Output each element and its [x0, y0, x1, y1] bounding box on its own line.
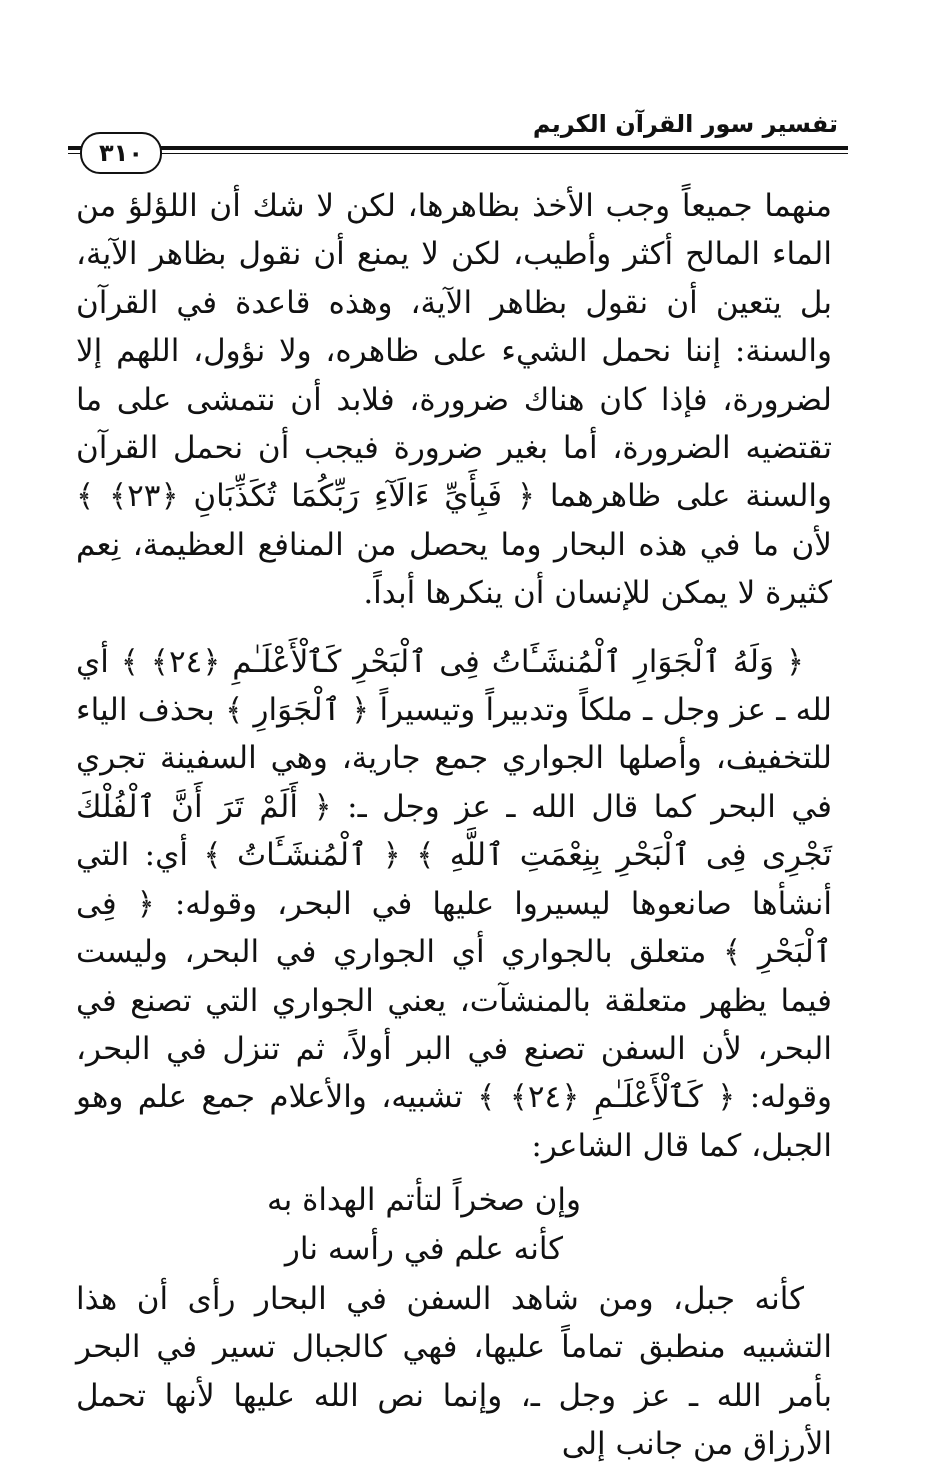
- verse-first-hemistich: وإن صخراً لتأتم الهداة به: [266, 1182, 582, 1219]
- verse-second-hemistich: كأنه علم في رأسه نار: [284, 1230, 564, 1267]
- header-rule-thick: [68, 146, 848, 150]
- poetry-verse: [76, 1176, 832, 1273]
- page-body: [76, 182, 832, 1469]
- page-header: [68, 108, 848, 168]
- header-rule-thin: [68, 153, 848, 154]
- page-number: ٣١٠: [80, 132, 162, 174]
- paragraph-1: منهما جميعاً وجب الأخذ بظاهرها، لكن لا شك أن اللؤلؤ من الماء المالح أكثر وأطيب، لكن لا يمنع أن نقول بظاهر الآية، بل يتعين أن نقول بظاهر الآية، وهذه قاعدة في القرآن والسنة: إننا نحمل الشيء على ظاهره، ولا نؤول، اللهم إلا لضرورة، فإذا كان هناك ضرورة، فلابد أن نتمشى على ما تقتضيه الضرورة، أما بغير ضرورة فيجب أن نحمل القرآن والسنة على ظاهرهما ﴿ فَبِأَيِّ ءَالَآءِ رَبِّكُمَا تُكَذِّبَانِ ﴿٢٣﴾ ﴾ لأن ما في هذه البحار وما يحصل من المنافع العظيمة، نِعم كثيرة لا يمكن للإنسان أن ينكرها أبداً.: [76, 188, 832, 612]
- paragraph-3: كأنه جبل، ومن شاهد السفن في البحار رأى أن هذا التشبيه منطبق تماماً عليها، فهي كالجبال تسير في البحر بأمر الله ـ عز وجل ـ، وإنما نص الله عليها لأنها تحمل الأرزاق من جانب إلى: [76, 1280, 832, 1463]
- book-title: تفسير سور القرآن الكريم: [532, 110, 838, 138]
- paragraph-2: ﴿ وَلَهُ ٱلْجَوَارِ ٱلْمُنشَـَٔاتُ فِى ٱلْبَحْرِ كَٱلْأَعْلَـٰمِ ﴿٢٤﴾ ﴾ أي لله ـ عز وجل ـ ملكاً وتدبيراً وتيسيراً ﴿ ٱلْجَوَارِ ﴾ بحذف الياء للتخفيف، وأصلها الجواري جمع جارية، وهي السفينة تجري في البحر كما قال الله ـ عز وجل ـ: ﴿ أَلَمْ تَرَ أَنَّ ٱلْفُلْكَ تَجْرِى فِى ٱلْبَحْرِ بِنِعْمَتِ ٱللَّهِ ﴾ ﴿ ٱلْمُنشَـَٔاتُ ﴾ أي: التي أنشأها صانعوها ليسيروا عليها في البحر، وقوله: ﴿ فِى ٱلْبَحْرِ ﴾ متعلق بالجواري أي الجواري في البحر، وليست فيما يظهر متعلقة بالمنشآت، يعني الجواري التي تصنع في البحر، لأن السفن تصنع في البر أولاً، ثم تنزل في البحر، وقوله: ﴿ كَٱلْأَعْلَـٰمِ ﴿٢٤﴾ ﴾ تشبيه، والأعلام جمع علم وهو الجبل، كما قال الشاعر:: [76, 643, 833, 1164]
